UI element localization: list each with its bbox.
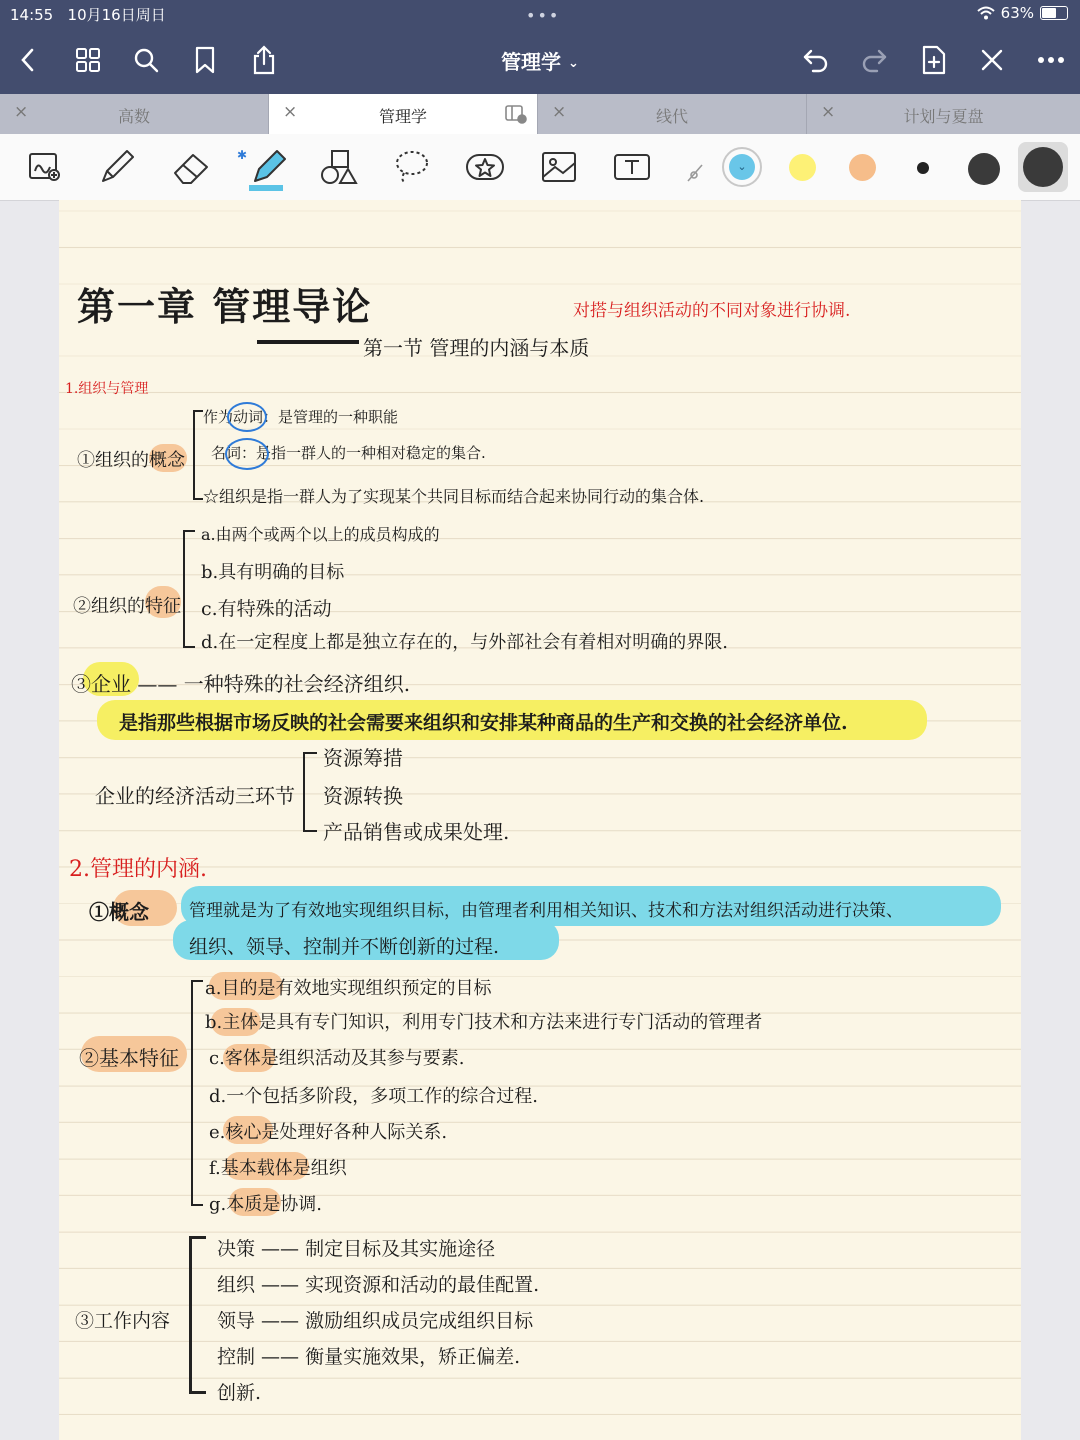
s2-2-item: a.目的是有效地实现组织预定的目标 (205, 978, 492, 999)
blue-circle-mark (227, 402, 267, 432)
tab-label: 管理学 (378, 107, 427, 126)
s2-3-item: 组织 —— 实现资源和活动的最佳配置. (217, 1274, 540, 1296)
s2-2-item: c.客体是组织活动及其参与要素. (209, 1048, 465, 1069)
svg-text:✱: ✱ (237, 148, 248, 162)
battery-level (1042, 8, 1056, 18)
s2-2-item: f.基本载体是组织 (209, 1158, 347, 1179)
text-icon[interactable] (612, 147, 652, 187)
brace (193, 410, 203, 500)
tab-xiandai[interactable] (538, 94, 807, 134)
tab-label: 计划与夏盘 (903, 107, 984, 126)
chevron-down-icon: ⌄ (568, 56, 579, 71)
s2-2-item: d.一个包括多阶段，多项工作的综合过程. (209, 1086, 538, 1107)
size-medium[interactable] (968, 153, 1000, 185)
status-bar-left (10, 4, 166, 25)
battery-icon (1040, 6, 1068, 20)
s2-2-item: g.本质是协调. (209, 1194, 322, 1215)
sticker-icon[interactable] (465, 147, 505, 187)
s2-1-definition: 组织、领导、控制并不断创新的过程. (189, 936, 500, 958)
size-large-selected[interactable] (1018, 142, 1068, 192)
s2-1-definition: 管理就是为了有效地实现组织目标，由管理者利用相关知识、技术和方法对组织活动进行决策、 (189, 901, 903, 921)
status-time: 14:55 (10, 6, 54, 24)
battery-percent: 63% (1000, 4, 1034, 22)
pen-icon[interactable] (97, 147, 137, 187)
section-underline (257, 340, 359, 344)
red-annotation: 对搭与组织活动的不同对象进行协调. (573, 301, 851, 321)
brace (303, 752, 317, 832)
s2-3-label: ③工作内容 (75, 1310, 171, 1332)
more-icon[interactable] (1033, 42, 1069, 78)
notebook-page[interactable] (59, 200, 1021, 1440)
color-swatch-orange[interactable] (849, 154, 876, 181)
undo-icon[interactable] (798, 42, 834, 78)
s2-2-item: e.核心是处理好各种人际关系. (209, 1122, 448, 1143)
close-icon[interactable]: × (283, 102, 298, 122)
chevron-down-icon: ⌄ (729, 154, 755, 180)
s1-2-label: ②组织的特征 (73, 596, 181, 617)
subsection-2-heading: 2.管理的内涵. (69, 857, 207, 882)
document-tabs (0, 94, 1080, 134)
s1-2-item: c.有特殊的活动 (201, 598, 332, 620)
document-title-text: 管理学 (501, 50, 562, 74)
lasso-icon[interactable] (392, 147, 432, 187)
s2-2-item: b.主体是具有专门知识，利用专门技术和方法来进行专门活动的管理者 (205, 1012, 763, 1033)
drawing-toolbar (0, 134, 1080, 201)
size-small[interactable] (917, 162, 929, 174)
tab-gaoshu[interactable] (0, 94, 269, 134)
brace (191, 980, 203, 1206)
wifi-icon (977, 6, 995, 20)
s2-3-item: 创新. (217, 1382, 262, 1404)
s1-1-label: ①组织的概念 (77, 450, 185, 471)
status-bar-right (977, 4, 1068, 22)
tab-jihua[interactable] (807, 94, 1080, 134)
color-swatch-yellow[interactable] (789, 154, 816, 181)
s1-3-line: ③企业 —— 一种特殊的社会经济组织. (71, 672, 411, 696)
redo-icon[interactable] (856, 42, 892, 78)
shapes-icon[interactable] (318, 147, 358, 187)
laser-icon[interactable] (684, 147, 704, 187)
lasso-zoom-icon[interactable] (26, 147, 66, 187)
s1-1-item: ☆组织是指一群人为了实现某个共同目标而结合起来协同行动的集合体. (203, 487, 705, 506)
color-swatch-selected[interactable] (722, 147, 762, 187)
s2-3-item: 领导 —— 激励组织成员完成组织目标 (217, 1310, 534, 1332)
s2-3-item: 决策 —— 制定目标及其实施途径 (217, 1238, 496, 1260)
close-icon[interactable]: × (14, 102, 29, 122)
s1-3-definition: 是指那些根据市场反映的社会需要来组织和安排某种商品的生产和交换的社会经济单位. (119, 712, 848, 734)
add-page-icon[interactable] (916, 42, 952, 78)
brace (183, 530, 195, 648)
s2-3-item: 控制 —— 衡量实施效果，矫正偏差. (217, 1346, 521, 1368)
close-pen-icon[interactable] (974, 42, 1010, 78)
s1-4-item: 资源转换 (323, 784, 403, 808)
s1-1-item: 名词：是指一群人的一种相对稳定的集合. (211, 444, 486, 462)
highlighter-icon[interactable] (237, 147, 283, 187)
s1-4-item: 资源筹措 (323, 746, 403, 770)
blue-circle-mark (225, 438, 269, 470)
section-title: 第一节 管理的内涵与本质 (363, 336, 590, 360)
brace (189, 1236, 206, 1394)
tab-label: 线代 (655, 107, 688, 126)
s1-4-item: 产品销售或成果处理. (323, 820, 510, 844)
image-icon[interactable] (539, 147, 579, 187)
s1-2-item: d.在一定程度上都是独立存在的，与外部社会有着相对明确的界限. (201, 632, 728, 653)
close-icon[interactable]: × (821, 102, 836, 122)
status-date: 10月16日周日 (67, 6, 166, 24)
top-navigation-bar (0, 0, 1080, 94)
close-icon[interactable]: × (552, 102, 567, 122)
split-view-icon[interactable] (505, 104, 527, 124)
eraser-icon[interactable] (171, 147, 211, 187)
chapter-title: 第一章 管理导论 (77, 284, 373, 329)
tab-guanlixue[interactable] (269, 94, 538, 134)
s1-2-item: a.由两个或两个以上的成员构成的 (201, 525, 440, 544)
s1-4-label: 企业的经济活动三环节 (95, 784, 295, 808)
size-large-dot (1023, 147, 1063, 187)
subsection-1-heading: 1.组织与管理 (65, 381, 149, 397)
s2-1-label: ①概念 (89, 900, 149, 924)
multitask-dots-icon[interactable]: ••• (526, 6, 561, 25)
s2-2-label: ②基本特征 (79, 1046, 179, 1070)
tab-label: 高数 (117, 107, 150, 126)
s1-2-item: b.具有明确的目标 (201, 562, 345, 583)
s1-1-item: 作为动词：是管理的一种职能 (203, 408, 399, 426)
